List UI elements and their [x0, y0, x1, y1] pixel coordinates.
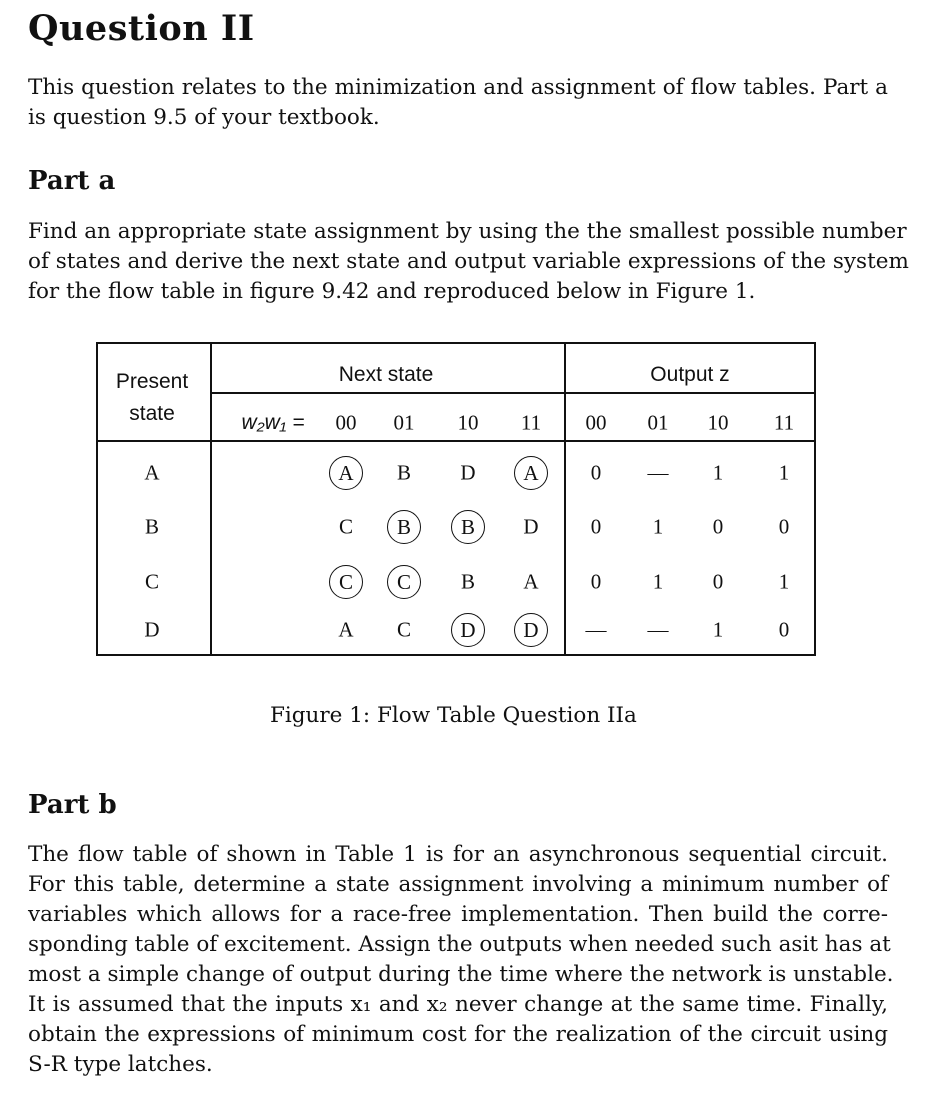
next-state-header: Next state — [338, 363, 434, 386]
input-column-header: 01 — [393, 410, 415, 435]
next-state-cell: C — [396, 617, 412, 642]
output-cell: 1 — [712, 617, 724, 642]
output-column-divider — [564, 342, 566, 656]
stable-next-state-cell: C — [387, 565, 421, 599]
present-state-cell: C — [144, 569, 160, 594]
output-cell: 1 — [778, 569, 790, 594]
present-state-cell: B — [144, 514, 160, 539]
part-a-line: of states and derive the next state and output variable expressions of the system — [28, 249, 909, 274]
intro-line: is question 9.5 of your textbook. — [28, 105, 380, 130]
next-state-underline — [210, 392, 564, 394]
part-b-paragraph — [28, 840, 894, 1080]
output-cell: — — [647, 460, 669, 485]
state-column-divider — [210, 342, 212, 656]
flow-table-figure — [96, 342, 816, 656]
part-a-paragraph — [28, 217, 909, 307]
table-border-bottom — [96, 654, 816, 656]
table-border-right-bottom — [814, 442, 816, 656]
stable-next-state-cell: B — [451, 510, 485, 544]
output-cell: 0 — [590, 569, 602, 594]
part-a-line: for the flow table in figure 9.42 and reproduced below in Figure 1. — [28, 279, 756, 304]
intro-paragraph — [28, 73, 888, 133]
output-column-header: 01 — [647, 410, 669, 435]
stable-next-state-cell: A — [514, 456, 548, 490]
part-b-line: most a simple change of output during the time where the network is unstable. — [28, 962, 894, 987]
input-variables-label: w₂w₁ = — [241, 411, 305, 434]
next-state-cell: D — [523, 514, 539, 539]
present-header-line2: state — [129, 402, 175, 425]
output-cell: 1 — [652, 514, 664, 539]
part-b-line: For this table, determine a state assignment involving a minimum number of — [28, 872, 888, 897]
question-title: Question II — [28, 8, 255, 49]
output-cell: 0 — [778, 617, 790, 642]
part-b-line: obtain the expressions of minimum cost for the realization of the circuit using — [28, 1022, 888, 1047]
input-column-header: 00 — [335, 410, 357, 435]
part-b-line: S-R type latches. — [28, 1052, 213, 1077]
next-state-cell: B — [396, 460, 412, 485]
next-state-cell: A — [338, 617, 354, 642]
part-b-heading: Part b — [28, 790, 117, 820]
output-header: Output z — [650, 363, 730, 386]
header-separator — [96, 440, 816, 442]
present-header-line1: Present — [115, 370, 189, 393]
stable-next-state-cell: A — [329, 456, 363, 490]
output-cell: 1 — [778, 460, 790, 485]
output-column-header: 10 — [707, 410, 729, 435]
stable-next-state-cell: D — [451, 613, 485, 647]
table-border-top — [96, 342, 816, 344]
part-b-line: It is assumed that the inputs x₁ and x₂ never change at the same time. Finally, — [28, 992, 888, 1017]
output-column-header: 00 — [585, 410, 607, 435]
output-cell: 0 — [712, 569, 724, 594]
output-underline — [566, 392, 816, 394]
table-border-right-top — [814, 342, 816, 440]
output-cell: 0 — [712, 514, 724, 539]
output-cell: 0 — [778, 514, 790, 539]
input-column-header: 11 — [520, 410, 542, 435]
present-state-cell: D — [144, 617, 160, 642]
part-a-line: Find an appropriate state assignment by using the the smallest possible number — [28, 219, 907, 244]
part-b-line: variables which allows for a race-free implementation. Then build the corre- — [28, 902, 888, 927]
next-state-cell: A — [523, 569, 539, 594]
intro-line: This question relates to the minimization and assignment of flow tables. Part a — [28, 75, 888, 100]
stable-next-state-cell: C — [329, 565, 363, 599]
input-column-header: 10 — [457, 410, 479, 435]
part-a-heading: Part a — [28, 166, 116, 196]
output-cell: 0 — [590, 460, 602, 485]
output-column-header: 11 — [773, 410, 795, 435]
output-cell: — — [647, 617, 669, 642]
next-state-cell: D — [460, 460, 476, 485]
next-state-cell: C — [338, 514, 354, 539]
next-state-cell: B — [460, 569, 476, 594]
part-b-line: The flow table of shown in Table 1 is for an asynchronous sequential circuit. — [28, 842, 888, 867]
part-b-line: sponding table of excitement. Assign the outputs when needed such asit has at — [28, 932, 891, 957]
output-cell: 0 — [590, 514, 602, 539]
output-cell: — — [585, 617, 607, 642]
stable-next-state-cell: B — [387, 510, 421, 544]
output-cell: 1 — [712, 460, 724, 485]
output-cell: 1 — [652, 569, 664, 594]
present-state-cell: A — [144, 460, 160, 485]
figure-caption: Figure 1: Flow Table Question IIa — [270, 703, 637, 728]
stable-next-state-cell: D — [514, 613, 548, 647]
table-border-left — [96, 342, 98, 656]
